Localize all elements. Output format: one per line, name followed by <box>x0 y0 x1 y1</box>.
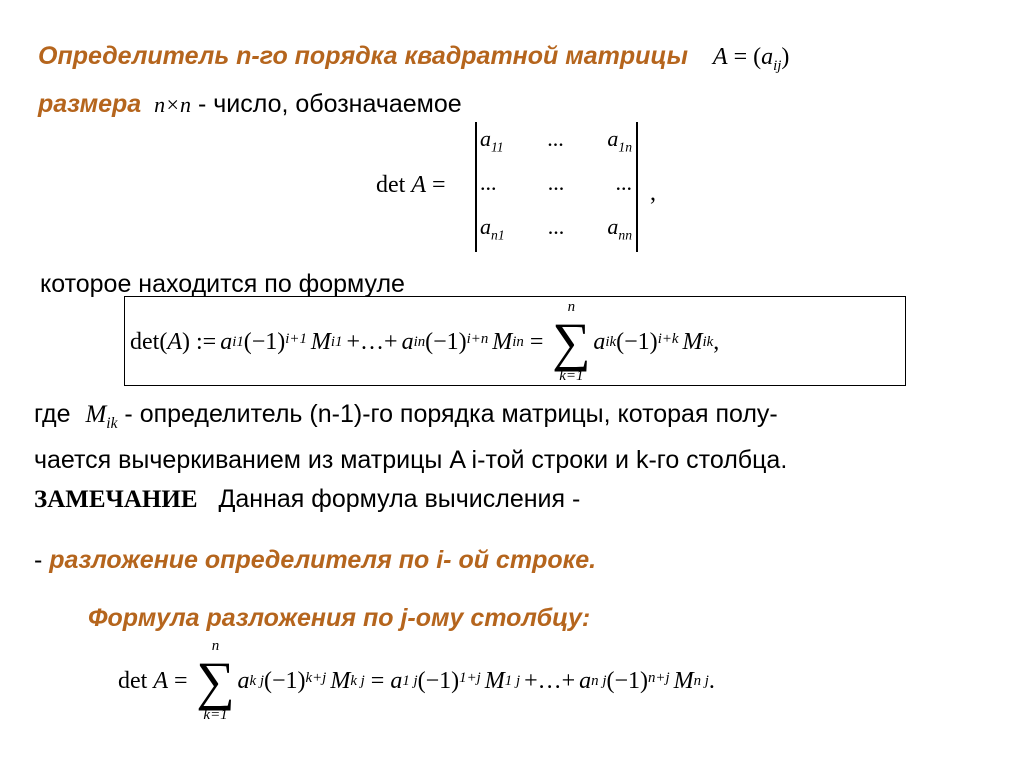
matrix-cell: ... <box>547 170 565 195</box>
remark-title: ЗАМЕЧАНИЕ <box>34 486 198 513</box>
row-expansion-formula: det(A) := a i1 (−1) $^{i+1}$ M i1 +…+ a in (−1) $^{i+n}$ M in = n ∑ k=1 a ik (−1) $^{i+k}$ M ik , <box>130 299 720 384</box>
matrix-row-1 <box>480 126 632 170</box>
row-expansion-line: - разложение определителя по i- ой строке. <box>34 546 597 574</box>
heading-matrix-formula: $A = (a_{ij})$ <box>712 44 790 74</box>
remark-line <box>34 485 580 514</box>
determinant-bar-left <box>475 122 477 252</box>
where-line1: где $M_{ik}$ - определитель (n-1)-го порядка матрицы, которая полу- <box>34 400 778 432</box>
matrix-cell: $a_{nn}$ <box>607 214 632 243</box>
row-expansion-text: разложение определителя по i- ой строке. <box>49 546 597 574</box>
minor-symbol: $M_{ik}$ <box>85 401 118 432</box>
heading-line2 <box>38 90 462 119</box>
where-line2: чается вычеркиванием из матрицы A i-той строки и k-го столбца. <box>34 446 788 474</box>
matrix-grid <box>480 126 632 258</box>
heading-size-rest: - число, обозначаемое <box>197 90 462 118</box>
determinant-bar-right <box>636 122 638 252</box>
heading-line1 <box>38 42 789 75</box>
heading-size-label: размера <box>38 90 142 118</box>
determinant-label: det A = <box>376 172 446 198</box>
matrix-row-3 <box>480 214 632 258</box>
remark-text: Данная формула вычисления - <box>218 485 581 513</box>
matrix-cell: ... <box>615 170 632 195</box>
column-expansion-title: Формула разложения по j-ому столбцу: <box>88 604 591 632</box>
heading-size-formula: n×n <box>154 92 191 117</box>
formula-intro: которое находится по формуле <box>40 270 405 298</box>
heading-title: Определитель n-го порядка квадратной матрицы <box>38 42 688 70</box>
matrix-cell: ... <box>547 126 564 151</box>
matrix-row-2 <box>480 170 632 214</box>
matrix-comma: , <box>650 180 656 206</box>
matrix-cell: ... <box>480 170 497 195</box>
matrix-cell: ... <box>547 214 565 239</box>
matrix-cell: $a_{11}$ <box>480 126 504 155</box>
matrix-cell: $a_{1n}$ <box>607 126 632 155</box>
column-expansion-formula: det A = n ∑ k=1 a k j (−1) $^{k+j}$ M k j = a 1 j (−1) $^{1+j}$ M 1 j +…+ a n j (−1) $^{n+j}$ M n j . <box>118 638 715 723</box>
matrix-cell: $a_{n1}$ <box>480 214 505 243</box>
